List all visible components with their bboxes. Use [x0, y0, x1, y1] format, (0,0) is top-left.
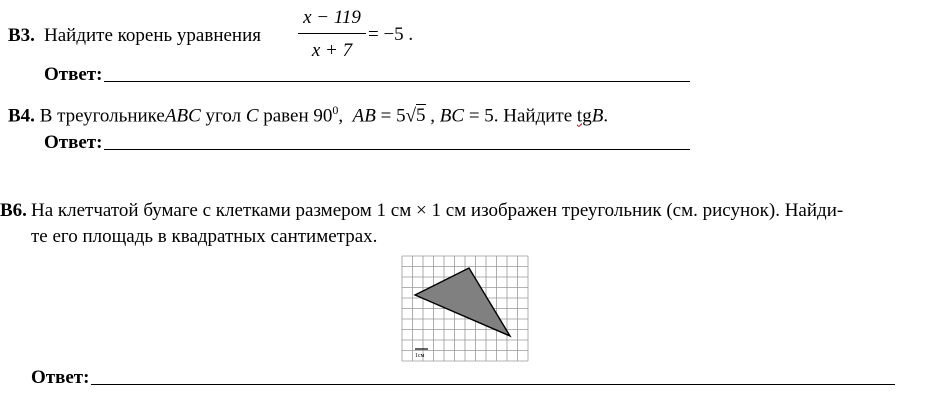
- b4-comma-2: ,: [430, 105, 436, 127]
- b3-answer-label: Ответ:: [44, 64, 103, 85]
- fraction-bar: [298, 33, 366, 34]
- b4-period: .: [603, 105, 609, 127]
- triangle-grid-figure: [400, 254, 530, 364]
- b4-answer-label: Ответ:: [44, 132, 103, 153]
- b3-fraction: [298, 6, 366, 61]
- b4-answer-line[interactable]: [104, 149, 690, 150]
- shaded-triangle: [415, 268, 510, 336]
- b4-number: В4.: [8, 105, 35, 127]
- b4-degree: 0: [332, 103, 339, 117]
- b3-numerator: x − 119: [303, 7, 361, 28]
- b4-text-2: угол: [205, 105, 242, 127]
- b4-eq-1: = 5: [380, 105, 406, 127]
- b4-text-1: В треугольнике: [39, 105, 165, 127]
- b6-number: В6.: [0, 200, 27, 221]
- b6-answer-label: Ответ:: [31, 367, 90, 388]
- b4-b: B: [591, 105, 604, 127]
- b4-tg: tg: [576, 105, 592, 127]
- b4-eq-2: = 5. Найдите: [468, 105, 573, 127]
- b4-c: C: [245, 105, 259, 127]
- b4-statement: [8, 104, 608, 125]
- b3-number: В3.: [8, 25, 35, 46]
- b4-abc: ABC: [164, 105, 201, 127]
- b6-text-line2: те его площадь в квадратных сантиметрах.: [31, 226, 378, 247]
- b3-text: Найдите корень уравнения: [44, 25, 262, 46]
- b4-ab: AB: [352, 105, 376, 127]
- b4-bc: BC: [439, 105, 465, 127]
- b6-text-line1: На клетчатой бумаге с клетками размером 1 см × 1 см изображен треугольник (см. рисунок). Найди-: [31, 200, 844, 221]
- scale-label: 1см: [415, 353, 425, 359]
- b4-comma-1: ,: [338, 105, 344, 127]
- sqrt-icon: √: [405, 105, 417, 127]
- b4-sqrt-value: 5: [416, 105, 426, 127]
- b6-answer-line[interactable]: [91, 384, 895, 385]
- b3-rhs: = −5 .: [368, 24, 414, 45]
- b4-text-3: равен 90: [263, 105, 333, 127]
- b3-denominator: x + 7: [311, 40, 353, 61]
- b3-answer-line[interactable]: [104, 81, 690, 82]
